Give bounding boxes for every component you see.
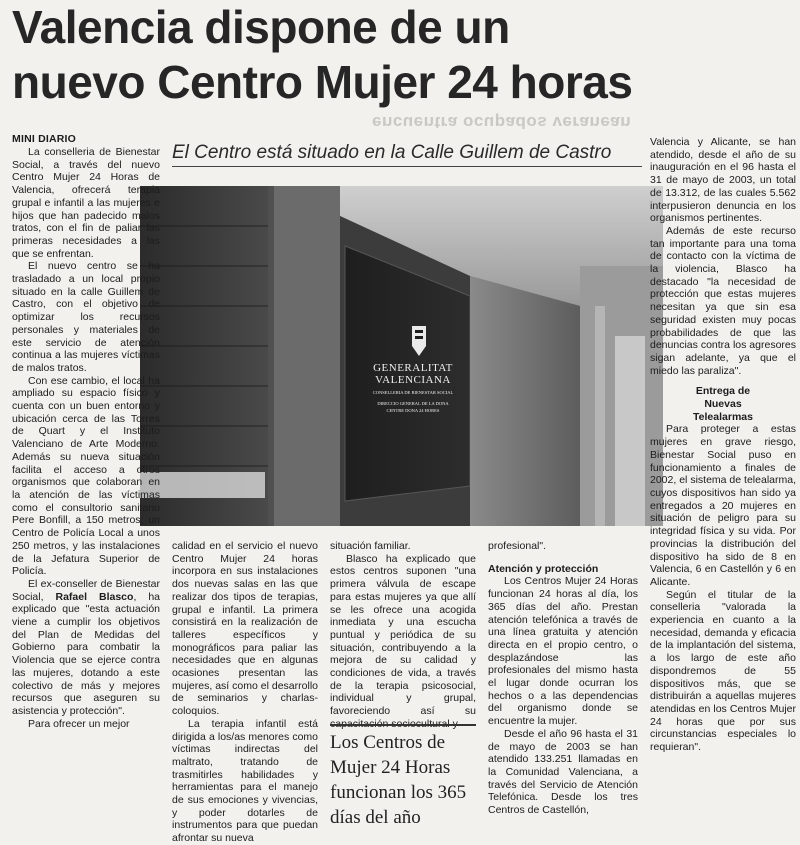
subheadline: El Centro está situado en la Calle Guillem de Castro — [172, 142, 642, 167]
article-column-4 — [488, 540, 638, 817]
sign-line-4: DIRECCIO GENERAL DE LA DONA — [377, 401, 449, 406]
headline-line-1: Valencia dispone de un — [12, 1, 510, 53]
paragraph: La conselleria de Bienestar Social, a través del nuevo Centro Mujer 24 Horas de Valencia, ofrecerá terapia grupal e infantil a las mujeres e hijos que han padecido malos tratos, con el fin de paliar las primeras necesidades a las que se enfrentan. — [12, 146, 160, 260]
sign-line-5: CENTRE DONA 24 HORES — [386, 408, 440, 413]
subsection-heading: Entrega de Nuevas Telealarmas — [693, 385, 753, 423]
sign-line-2: VALENCIANA — [375, 374, 451, 386]
headline — [12, 0, 792, 110]
paragraph: situación familiar. — [330, 540, 411, 552]
pull-quote: Los Centros de Mujer 24 Horas funcionan los 365 días del año — [330, 724, 476, 830]
paragraph: El nuevo centro se ha trasladado a un local propio situado en la calle Guillem de Castro, con el objetivo de optimizar los recursos personales y materiales de este servicio de atención continua a las mujeres víctimas de malos tratos. — [12, 260, 160, 374]
paragraph: Según el titular de la conselleria "valorada la experiencia en cuanto a la necesidad, demanda y eficacia de la implantación del sistema, a los largo de este año dispondremos de 55 dispositivos más, que se distribuirán a aquellas mujeres atendidas en los Centros Mujer 24 horas que por sus circunstancias especiales lo requieran". — [650, 588, 796, 754]
headline-line-2: nuevo Centro Mujer 24 horas — [12, 56, 633, 108]
paragraph: Además de este recurso tan importante para una toma de contacto con la víctima de la violencia, Blasco ha destacado "la necesidad de protección que estas mujeres necesitan ya que sin esa seguridad existen muy pocas probabilidades de que las denuncias contra los agresores sigan adelante, ya que el miedo las paraliza". — [650, 224, 796, 377]
article-column-3 — [330, 540, 476, 731]
paragraph: Blasco ha explicado que estos centros suponen "una primera válvula de escape para estas mujeres ya que allí se les ofrece una acogida inmediata y una escucha puntual y periódica de su situación, contribuyendo a la mejora de su calidad y condiciones de vida, a través de la terapia psicosocial, individual y grupal, favoreciendo así su capacitación sociocultural y — [330, 552, 476, 730]
section-label: MINI DIARIO — [12, 133, 77, 145]
paragraph: La terapia infantil está dirigida a los/as menores como víctimas indirectas del maltrato, tratando de trasmitirles habilidades y herramientas para el manejo de sus emociones y vivencias, y poder dotarles de instrumentos para que puedan afrontar su nueva — [172, 717, 318, 845]
paragraph: Con ese cambio, el local ha ampliado su espacio físico y cuenta con un buen entorno y ubicación cerca de las Torres de Quart y el Instituto Valenciano de Arte Moderno. Además su nueva situación facilita el acceso a otros organismos que colaboran en la atención de las víctimas como el consultorio sanitario Pere Bonfill, a 150 metros; un Centro de Policía Local a unos 250 metros, y las instalaciones de la Jefatura Superior de Policía. — [12, 374, 160, 578]
paragraph: Valencia y Alicante, se han atendido, desde el año de su inauguración en el 96 hasta el 31 de mayo de 2003, un total de 13.312, de las cuales 5.562 interpusieron denuncia en los organismos pertinentes. — [650, 136, 796, 225]
paragraph: Los Centros Mujer 24 Horas funcionan 24 horas al día, los 365 días del año. Prestan atención telefónica a través de una línea gratuita y atención directa en el propio centro, o desplazándose las profesionales del mismo hasta el lugar donde ocurran los hechos o a las dependencias del organismo donde se encuentre la mujer. — [488, 575, 638, 728]
sign-text — [358, 362, 468, 413]
article-column-1 — [12, 146, 160, 730]
paragraph: calidad en el servicio el nuevo Centro Mujer 24 horas incorpora en sus instalaciones dos nuevas salas en las que realizar dos tipos de terapias, grupal e infantil. La primera consistirá en la realización de talleres específicos y monográficos para paliar las necesidades que en algunas ocasiones presentan las mujeres, así como el desarrollo de seminarios y charlas-coloquios. — [172, 540, 318, 718]
building-photo — [140, 186, 663, 526]
bleed-through-text: encuentra ocupados veranean — [372, 113, 632, 132]
photo-illustration — [140, 186, 663, 526]
article-column-2 — [172, 540, 318, 845]
sign-line-3: CONSELLERIA DE BIENESTAR SOCIAL — [372, 390, 454, 395]
paragraph: El ex-conseller de Bienestar Social, Rafael Blasco, ha explicado que "esta actuación viene a cumplir los objetivos del Plan de Medidas del Gobierno para combatir la Violencia que se ejerce contra las mujeres, dotando a este colectivo de más y mejores recursos que aseguren su asistencia y protección". — [12, 577, 161, 717]
name-highlight: Rafael Blasco — [55, 590, 134, 603]
sign-line-1: GENERALITAT — [373, 362, 453, 374]
paragraph: Para proteger a estas mujeres en grave riesgo, Bienestar Social puso en funcionamiento a finales de 2002, el sistema de telealarma, cuyos dispositivos han sido ya entregados a 20 mujeres en situación de peligro para su integridad física y su vida. Por provincias la distribución del dispositivo ha sido de 8 en Valencia, 6 en Castellón y 6 en Alicante. — [650, 423, 796, 588]
subsection-heading: Atención y protección — [488, 562, 599, 575]
paragraph: profesional". — [488, 540, 547, 552]
paragraph: Para ofrecer un mejor — [28, 717, 130, 730]
paragraph: Desde el año 96 hasta el 31 de mayo de 2003 se han atendido 133.251 llamadas en la Comunidad Valenciana, a través del Servicio de Atención Telefónica. Desde los tres Centros de Castellón, — [488, 727, 638, 817]
article-column-5 — [650, 136, 796, 754]
